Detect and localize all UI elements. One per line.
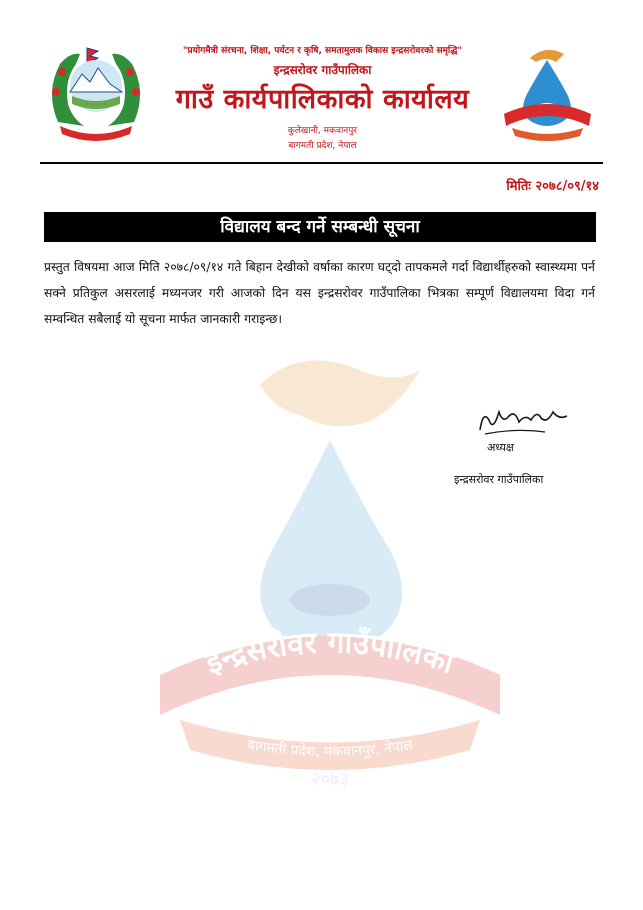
notice-subject: विद्यालय बन्द गर्ने सम्बन्धी सूचना	[44, 212, 596, 242]
signatory-organization: इन्द्रसरोवर गाउँपालिका	[454, 473, 544, 486]
page-title: गाउँ कार्यपालिकाको कार्यालय	[175, 84, 470, 115]
document-date: मितिः २०७८/०९/१४	[506, 179, 599, 194]
watermark-ribbon-text: बागमती प्रदेश, मकवानपुर, नेपाल	[246, 736, 415, 761]
address-line-2: बागमती प्रदेश, नेपाल	[288, 141, 357, 151]
office-name: इन्द्रसरोवर गाउँपालिका	[273, 63, 372, 77]
watermark-logo-icon	[150, 345, 510, 790]
signature-icon	[475, 402, 575, 438]
nepal-emblem-icon	[40, 42, 152, 142]
watermark-arc-text: इन्द्रसरोवर गाउँपालिका	[201, 625, 458, 682]
watermark-fish	[290, 584, 370, 616]
watermark-hands	[260, 360, 420, 426]
signatory-title: अध्यक्ष	[487, 441, 514, 454]
motto-text: "प्रयोगमैत्री संरचना, शिक्षा, पर्यटन र कृषि, समतामुलक विकास इन्द्रसरोवरको समृद्धि"	[182, 46, 463, 56]
indrasarowar-logo-icon	[500, 40, 595, 142]
header-divider	[40, 162, 603, 164]
watermark-year: २०७३	[311, 769, 349, 790]
notice-body: प्रस्तुत विषयमा आज मिति २०७८/०९/१४ गते बिहान देखीको वर्षाका कारण घट्दो तापकमले गर्दा विद्यार्थीहरुको स्वास्थ्यमा पर्न सक्ने प्रतिकुल असरलाई मध्यनजर गरी आजको दिन यस इन्द्रसरोवर गाउँपालिका भित्रका सम्पूर्ण विद्यालयमा विदा गर्न सम्वन्धित सबैलाई यो सूचना मार्फत जानकारी गराइन्छ।	[44, 260, 595, 326]
address-line-1: कुलेखानी, मकवानपुर	[287, 126, 358, 136]
watermark-drop	[260, 440, 402, 653]
